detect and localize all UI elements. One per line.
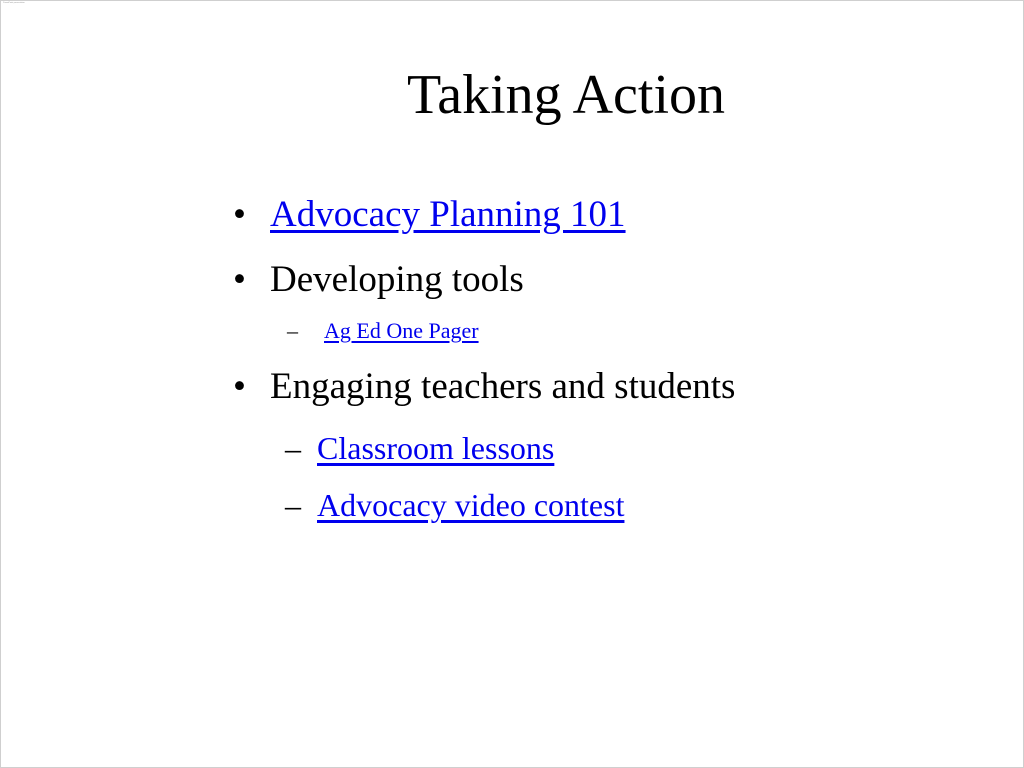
- engaging-text: Engaging teachers and students: [270, 366, 736, 407]
- bullet-icon: •: [233, 259, 246, 300]
- corner-mark: PowerPoint presentation: [3, 2, 25, 4]
- advocacy-video-contest-link[interactable]: Advocacy video contest: [317, 487, 625, 523]
- dash-icon: –: [287, 318, 298, 343]
- dash-icon: –: [285, 430, 301, 466]
- developing-tools-text: Developing tools: [270, 259, 524, 300]
- dash-icon: –: [285, 487, 301, 523]
- slide-title: Taking Action: [406, 64, 726, 126]
- classroom-lessons-link[interactable]: Classroom lessons: [317, 430, 555, 466]
- bullet-icon: •: [233, 366, 246, 407]
- bullet-icon: •: [233, 194, 246, 235]
- advocacy-planning-link[interactable]: Advocacy Planning 101: [270, 194, 626, 235]
- ag-ed-one-pager-link[interactable]: Ag Ed One Pager: [324, 318, 479, 343]
